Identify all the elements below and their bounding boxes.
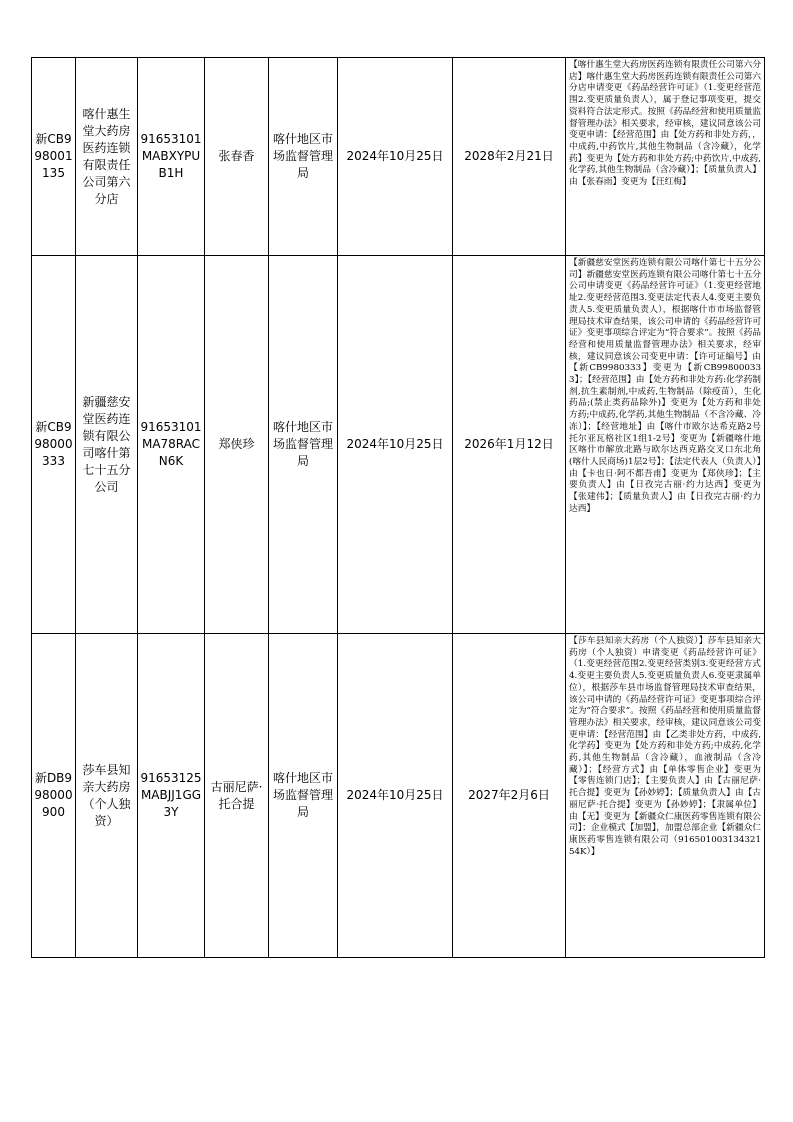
authority-cell: 喀什地区市场监督管理局: [269, 256, 338, 634]
valid-until-cell: 2026年1月12日: [453, 256, 566, 634]
valid-until-cell: 2027年2月6日: [453, 634, 566, 958]
authority-cell: 喀什地区市场监督管理局: [269, 58, 338, 256]
permit-number-cell: 新CB998000333: [32, 256, 76, 634]
decision-date-cell: 2024年10月25日: [338, 256, 453, 634]
authority-cell: 喀什地区市场监督管理局: [269, 634, 338, 958]
credit-code-cell: 91653101MABXYPUB1H: [138, 58, 205, 256]
valid-until-cell: 2028年2月21日: [453, 58, 566, 256]
company-name-cell: 喀什惠生堂大药房医药连锁有限责任公司第六分店: [76, 58, 138, 256]
legal-person-cell: 张春香: [205, 58, 269, 256]
decision-date-cell: 2024年10月25日: [338, 634, 453, 958]
credit-code-cell: 91653101MA78RACN6K: [138, 256, 205, 634]
table-row: [32, 634, 765, 958]
legal-person-cell: 郑侠珍: [205, 256, 269, 634]
company-name-cell: 莎车县知亲大药房（个人独资）: [76, 634, 138, 958]
change-content-cell: 【莎车县知亲大药房（个人独资）】莎车县知亲大药房（个人独资）申请变更《药品经营许可证》（1.变更经营范围2.变更经营类别3.变更经营方式4.变更主要负责人5.变更质量负责人6.变更隶属单位），根据莎车县市场监督管理局技术审查结果，该公司申请的《药品经营许可证》变更事项综合评定为“符合要求”。按照《药品经营和使用质量监督管理办法》相关要求，经审核，建议同意该公司变更申请：【经营范围】由【乙类非处方药，中成药,化学药】变更为【处方药和非处方药;中成药,化学药,其他生物制品（含冷藏），血液制品（含冷藏）】；【经营方式】由【单体零售企业】变更为【零售连锁门店】；【主要负责人】由【古丽尼萨·托合提】变更为【孙妙婷】；【质量负责人】由【古丽尼萨·托合提】变更为【孙妙婷】；【隶属单位】由【无】变更为【新疆众仁康医药零售连锁有限公司】；企业模式【加盟】，加盟总部企业【新疆众仁康医药零售连锁有限公司（91650100313432154K）】: [566, 634, 765, 958]
permit-number-cell: 新DB998000900: [32, 634, 76, 958]
permit-number-cell: 新CB998001135: [32, 58, 76, 256]
legal-person-cell: 古丽尼萨·托合提: [205, 634, 269, 958]
table-row: [32, 256, 765, 634]
change-content-cell: 【新疆慈安堂医药连锁有限公司喀什第七十五分公司】新疆慈安堂医药连锁有限公司喀什第七十五分公司申请变更《药品经营许可证》（1.变更经营地址2.变更经营范围3.变更法定代表人4.变更主要负责人5.变更质量负责人），根据喀什市市场监督管理局技术审查结果，该公司申请的《药品经营许可证》变更事项综合评定为“符合要求”。按照《药品经营和使用质量监督管理办法》相关要求，经审核，建议同意该公司变更申请：【许可证编号】由【新CB9980333】变更为【新CB998000333】；【经营范围】由【处方药和非处方药:化学药制剂,抗生素制剂,中成药,生物制品（除疫苗），生化药品;(禁止类药品除外)】变更为【处方药和非处方药;中成药,化学药,其他生物制品（不含冷藏、冷冻）】；【经营地址】由【喀什市欧尔达希克路2号托尔亚瓦格社区1组1-2号】变更为【新疆喀什地区喀什市解放北路与欧尔达西克路交叉口东北角(喀什人民商场)1层2号】；【法定代表人（负责人）】由【卡也日·阿不都吾甫】变更为【郑侠珍】；【主要负责人】由【日孜完古丽·约力达西】变更为【张建伟】；【质量负责人】由【日孜完古丽·约力达西】: [566, 256, 765, 634]
credit-code-cell: 91653125MABJJ1GG3Y: [138, 634, 205, 958]
table-row: [32, 58, 765, 256]
license-change-table: [31, 57, 765, 958]
change-content-cell: 【喀什惠生堂大药房医药连锁有限责任公司第六分店】喀什惠生堂大药房医药连锁有限责任公司第六分店申请变更《药品经营许可证》（1.变更经营范围2.变更质量负责人），属于登记事项变更，提交资料符合法定形式。按照《药品经营和使用质量监督管理办法》相关要求，经审核，建议同意该公司变更申请：【经营范围】由【处方药和非处方药，，中成药,中药饮片,其他生物制品（含冷藏），化学药】变更为【处方药和非处方药;中药饮片,中成药,化学药,其他生物制品（含冷藏）】；【质量负责人】由【张春雨】变更为【汪红梅】: [566, 58, 765, 256]
company-name-cell: 新疆慈安堂医药连锁有限公司喀什第七十五分公司: [76, 256, 138, 634]
decision-date-cell: 2024年10月25日: [338, 58, 453, 256]
